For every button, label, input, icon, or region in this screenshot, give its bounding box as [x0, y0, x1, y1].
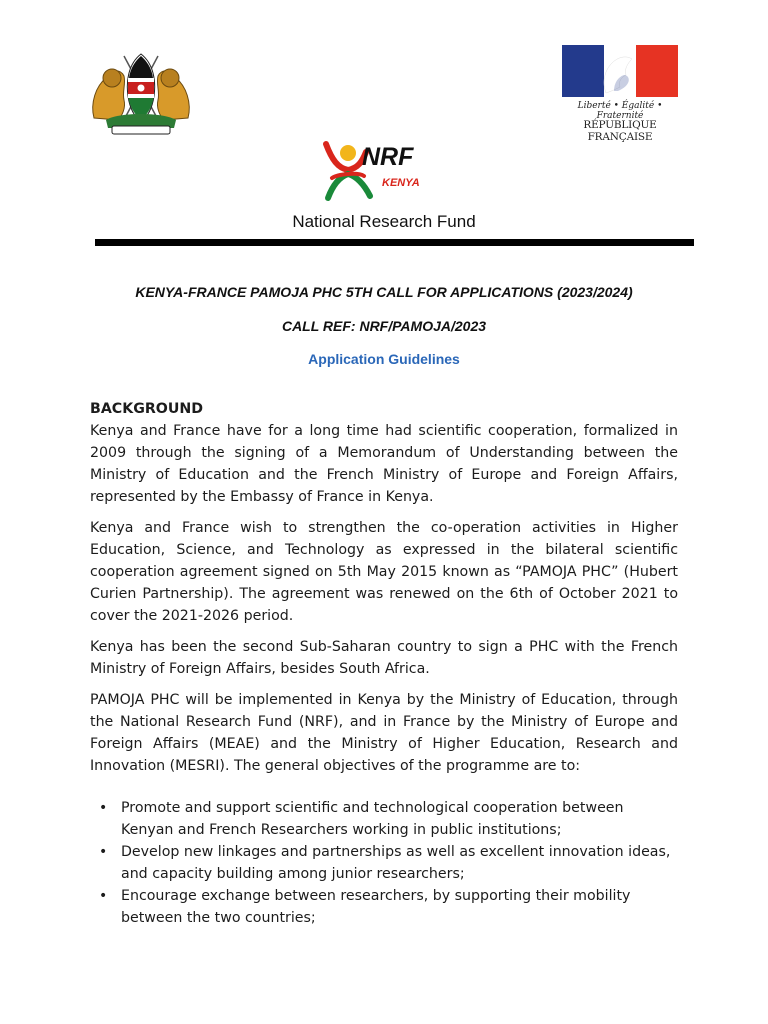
objective-item: • Promote and support scientific and technological cooperation between Kenyan and French Researchers working in public institutions;: [121, 797, 678, 841]
nrf-logo-country: KENYA: [382, 177, 420, 189]
nrf-logo-text: NRF: [362, 143, 414, 171]
call-title: KENYA-FRANCE PAMOJA PHC 5TH CALL FOR APPLICATIONS (2023/2024): [135, 284, 633, 300]
guidelines-subtitle: Application Guidelines: [308, 351, 460, 367]
france-name: RÉPUBLIQUE FRANÇAISE: [583, 119, 657, 143]
france-motto: Liberté • Égalité • Fraternité: [577, 101, 663, 121]
kenya-coat-of-arms-logo: [88, 48, 194, 138]
fund-name-heading: National Research Fund: [292, 212, 476, 231]
background-paragraph-3: Kenya has been the second Sub-Saharan country to sign a PHC with the French Ministry of Foreign Affairs, besides South Africa.: [90, 639, 678, 677]
republique-francaise-logo: [558, 45, 682, 141]
marianne-flag-icon: [562, 45, 678, 97]
nrf-kenya-logo: [318, 138, 442, 202]
background-paragraph-1: Kenya and France have for a long time had scientific cooperation, formalized in 2009 through the signing of a Memorandum of Understanding between the Ministry of Education and the French Ministry of Europe and Foreign Affairs, represented by the Embassy of France in Kenya.: [90, 423, 678, 505]
background-section: [90, 398, 678, 929]
objectives-list: [90, 797, 678, 929]
background-heading: BACKGROUND: [90, 401, 204, 417]
objective-item: • Encourage exchange between researchers, by supporting their mobility between the two countries;: [121, 885, 678, 929]
background-paragraph-4: PAMOJA PHC will be implemented in Kenya by the Ministry of Education, through the National Research Fund (NRF), and in France by the Ministry of Europe and Foreign Affairs (MEAE) and the Ministry of Higher Education, Research and Innovation (MESRI). The general objectives of the programme are to:: [90, 692, 678, 774]
call-reference: CALL REF: NRF/PAMOJA/2023: [281, 318, 487, 334]
header-divider: [95, 239, 694, 246]
background-paragraph-2: Kenya and France wish to strengthen the co-operation activities in Higher Education, Science, and Technology as expressed in the bilateral scientific cooperation agreement signed on 5th May 2015 known as “PAMOJA PHC” (Hubert Curien Partnership). The agreement was renewed on the 6th of October 2021 to cover the 2021-2026 period.: [90, 520, 678, 624]
objective-item: • Develop new linkages and partnerships as well as excellent innovation ideas, and capacity building among junior researchers;: [121, 841, 678, 885]
